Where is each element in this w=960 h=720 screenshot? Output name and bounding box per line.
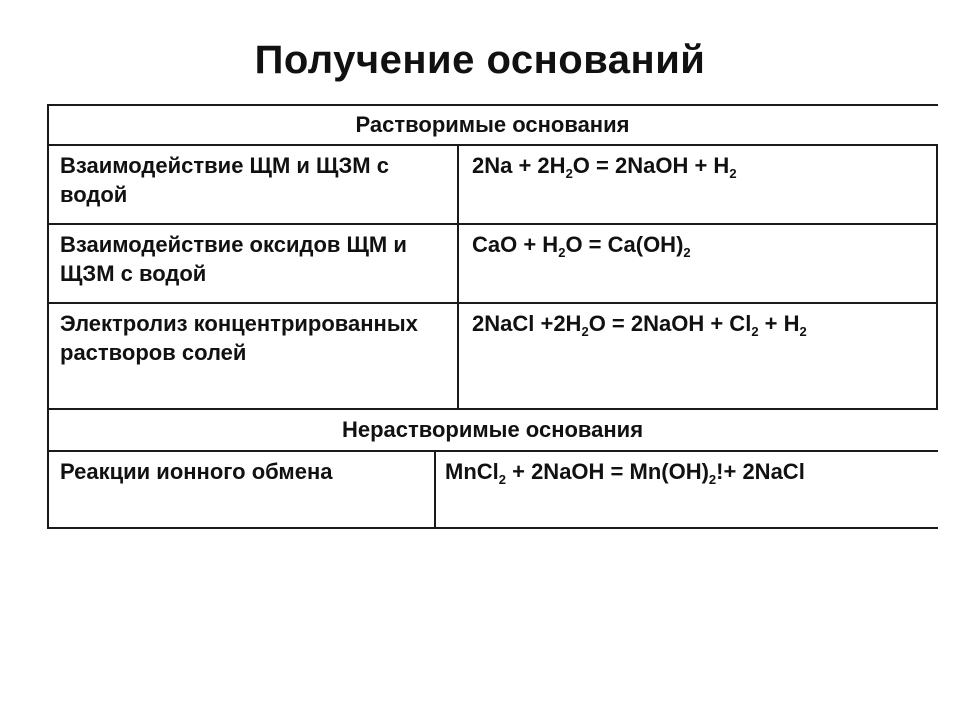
method-cell: Взаимодействие ЩМ и ЩЗМ с водой	[60, 153, 389, 207]
subscript: 2	[581, 324, 589, 339]
subscript: 2	[558, 245, 566, 260]
table-border-left	[47, 104, 49, 529]
equation-text: 2Na + 2H	[472, 153, 566, 178]
equation-text: CaO + H	[472, 232, 559, 257]
method-cell: Взаимодействие оксидов ЩМ и ЩЗМ с водой	[60, 232, 407, 286]
equation-text: + H	[758, 311, 800, 336]
subscript: 2	[751, 324, 759, 339]
equation-text: O = 2NaOH + Cl	[588, 311, 752, 336]
slide-title: Получение оснований	[254, 38, 706, 82]
method-cell: Электролиз концентрированных растворов солей	[60, 311, 418, 365]
equation-cell	[472, 151, 927, 183]
subscript: 2	[498, 472, 506, 487]
equation-cell	[445, 457, 925, 489]
subscript: 2	[565, 166, 573, 181]
equation-cell	[472, 230, 927, 262]
equation-text: !+ 2NaCl	[716, 459, 805, 484]
subscript: 2	[729, 166, 737, 181]
equation-text: + 2NaOH = Mn(OH)	[506, 459, 709, 484]
row-divider	[47, 144, 938, 146]
section-header-soluble: Растворимые основания	[355, 112, 630, 137]
equation-text: O = Ca(OH)	[565, 232, 684, 257]
column-divider	[434, 450, 436, 529]
table-border-bottom	[47, 527, 938, 529]
row-divider	[47, 408, 938, 410]
subscript: 2	[799, 324, 807, 339]
row-divider	[47, 302, 938, 304]
subscript: 2	[708, 472, 717, 487]
equation-text: O = 2NaOH + H	[572, 153, 730, 178]
equation-text: MnCl	[445, 459, 499, 484]
row-divider	[47, 450, 938, 452]
table-border-right	[936, 144, 938, 410]
method-cell: Реакции ионного обмена	[60, 459, 333, 484]
methods-table	[47, 104, 938, 529]
equation-text: 2NaCl +2H	[472, 311, 582, 336]
subscript: 2	[683, 245, 691, 260]
column-divider	[457, 144, 459, 410]
row-divider	[47, 223, 938, 225]
equation-cell	[472, 309, 927, 341]
section-header-insoluble: Нерастворимые основания	[341, 417, 644, 442]
table-border-top	[47, 104, 938, 106]
